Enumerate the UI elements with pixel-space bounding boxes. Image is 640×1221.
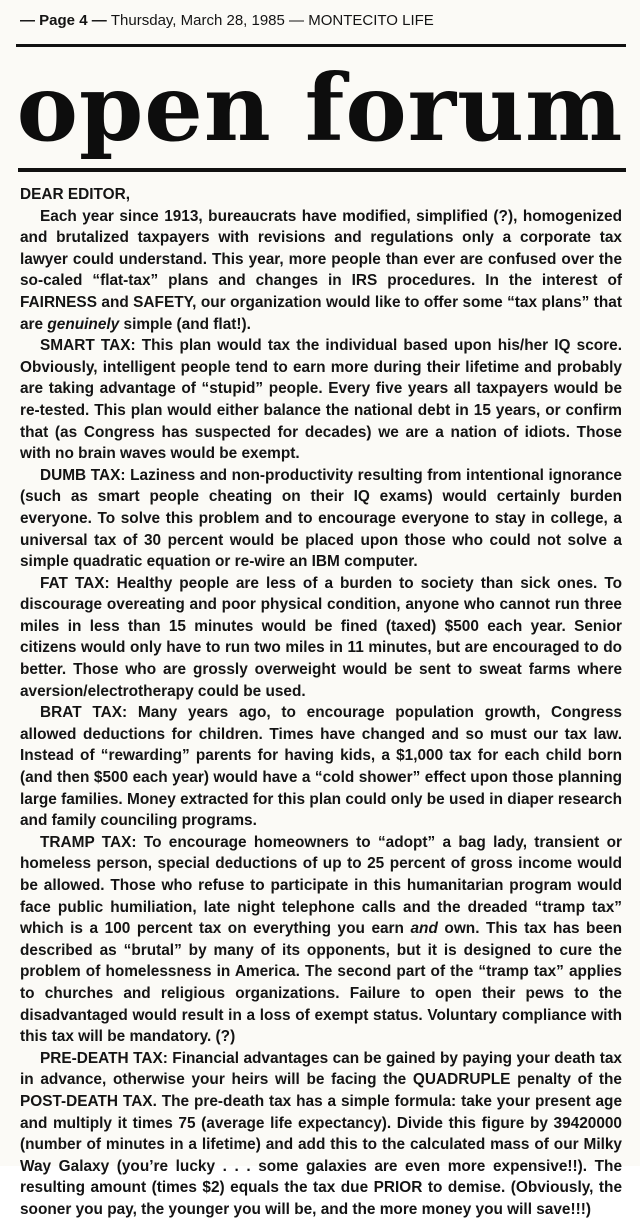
- letter-salutation: DEAR EDITOR,: [20, 186, 131, 203]
- fat-tax-paragraph: FAT TAX: Healthy people are less of a burden to society than sick ones. To discourage overeating and poor physical condition, anyone who cannot run three miles in less than 15 minutes would be fined (taxed) $500 each year. Senior citizens would only have to run two miles in 11 minutes, but are encouraged to do better. Those who are grossly overweight would be sent to sweat farms where aversion/electrotherapy could be used.: [20, 574, 622, 700]
- tramp-tax-paragraph: [20, 832, 622, 1048]
- tramp-emphasis: and: [410, 920, 438, 938]
- folio-page-number: Page 4: [39, 12, 88, 29]
- folio-publication: MONTECITO LIFE: [308, 12, 434, 29]
- dumb-tax-paragraph: DUMB TAX: Laziness and non-productivity resulting from intentional ignorance (such as smart people cheating on their IQ exams) would certainly burden everyone. To solve this problem and to encourage everyone to stay in college, a universal tax of 30 percent would be placed upon those who could not solve a simple quadratic equation or re-wire an IBM computer.: [20, 466, 622, 571]
- folio-dash: —: [284, 12, 309, 29]
- page-folio-line: [20, 8, 620, 34]
- intro-emphasis: genuinely: [47, 315, 120, 333]
- letter-intro-paragraph: [20, 206, 622, 336]
- letter-to-editor: [20, 184, 622, 1218]
- brat-tax-paragraph: BRAT TAX: Many years ago, to encourage population growth, Congress allowed deductions for children. Times have changed and so must our tax law. Instead of “rewarding” parents for having kids, a $1,000 tax for each child born (and then $500 each year) would have a “cold shower” effect upon those planning large families. Money extracted for this plan could only be used in diaper research and family counciling programs.: [20, 704, 622, 830]
- top-rule-divider: [16, 44, 626, 47]
- smart-tax-paragraph: SMART TAX: This plan would tax the individual based upon his/her IQ score. Obviously, intelligent people tend to earn more during their lifetime and probably are taking advantage of “stupid” people. Every five years all taxpayers would be re-tested. This plan would either balance the national debt in 15 years, or confirm that (as Congress has suspected for decades) we are a nation of idiots. Those with no brain waves would be exempt.: [20, 337, 622, 463]
- intro-text-start: Each year since 1913, bureaucrats have modified, simplified (?), homogenized and brutalized taxpayers with revisions and regulations only a corporate tax lawyer could understand. This year, more people than ever are confused over the so-caled “flat-tax” plans and changes in IRS procedures. In the interest of FAIRNESS and SAFETY, our organization would like to offer some “tax plans” that are: [20, 207, 622, 333]
- folio-dash: —: [20, 12, 40, 29]
- folio-date: Thursday, March 28, 1985: [110, 12, 285, 29]
- section-masthead: open forum: [16, 54, 624, 162]
- masthead-rule-divider: [18, 168, 626, 172]
- tramp-text-start: TRAMP TAX: To encourage homeowners to “adopt” a bag lady, transient or homeless person, special deductions of up to 25 percent of gross income would be allowed. Those who refuse to participate in this humanitarian program would face public humiliation, late night telephone calls and the dreaded “tramp tax” which is a 100 percent tax on everything you earn: [20, 833, 622, 938]
- intro-text-end: simple (and flat!).: [119, 315, 251, 333]
- tramp-text-end: own. This tax has been described as “brutal” by many of its opponents, but it is designed to cure the problem of homelessness in America. The second part of the “tramp tax” applies to churches and religious organizations. Failure to open their pews to the disadvantaged would result in a loss of exempt status. Voluntary compliance with this tax will be mandatory. (?): [20, 920, 622, 1046]
- folio-dash: —: [87, 12, 111, 29]
- pre-death-tax-paragraph: PRE-DEATH TAX: Financial advantages can be gained by paying your death tax in advance, otherwise your heirs will be facing the QUADRUPLE penalty of the POST-DEATH TAX. The pre-death tax has a simple formula: take your present age and multiply it times 75 (average life expectancy). Divide this figure by 39420000 (number of minutes in a lifetime) and add this to the calculated mass of our Milky Way Galaxy (you’re lucky . . . some galaxies are even more expensive!!). The resulting amount (times $2) equals the tax due PRIOR to demise. (Obviously, the sooner you pay, the younger you will be, and the more money you will save!!!): [20, 1049, 622, 1218]
